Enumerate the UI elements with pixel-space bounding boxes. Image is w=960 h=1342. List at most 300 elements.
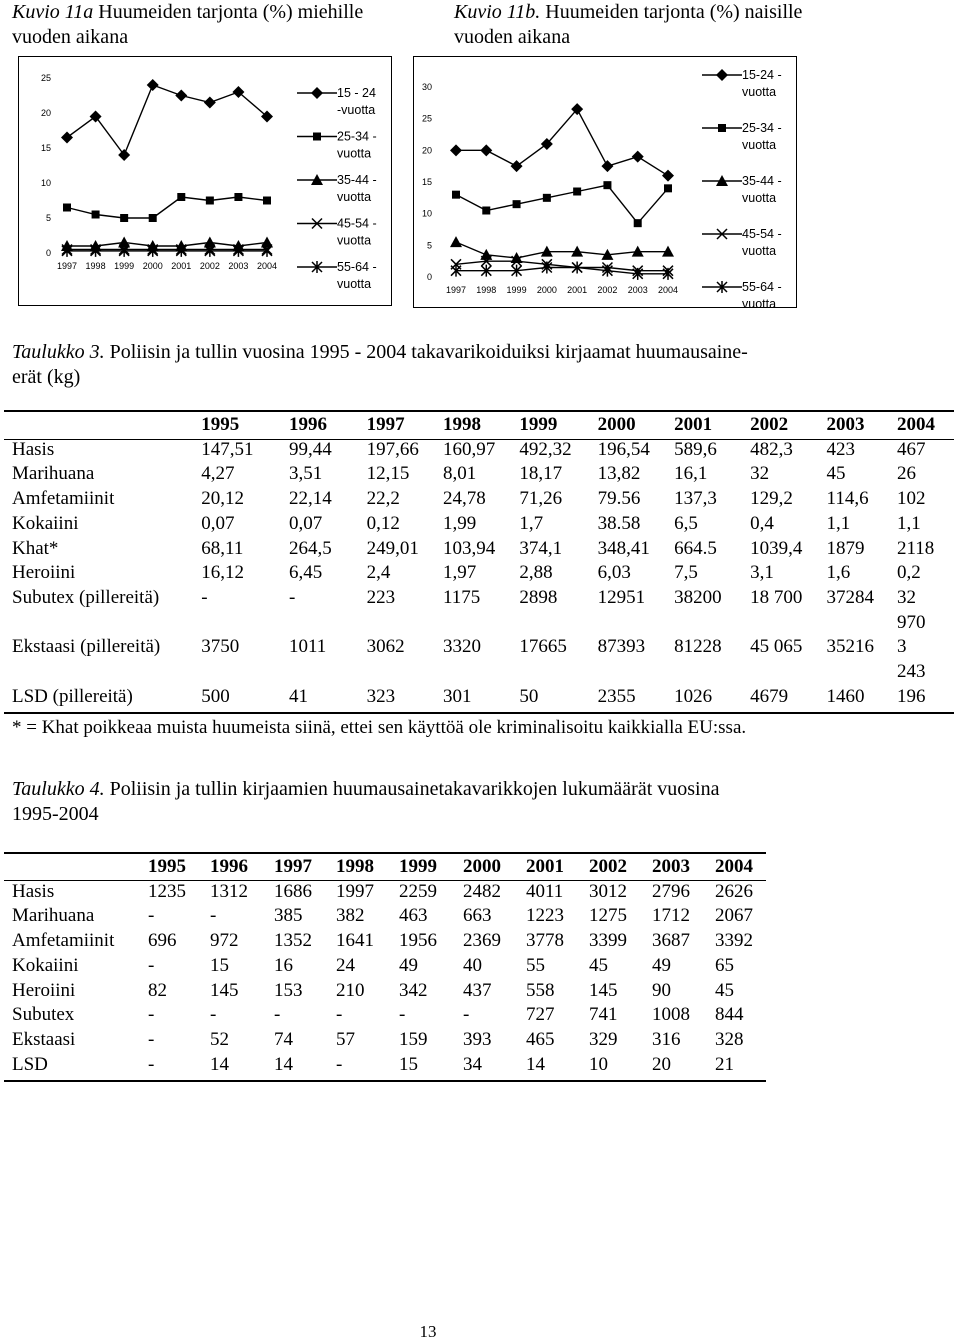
table-3-label: Taulukko 3.: [12, 341, 105, 363]
table-4-cell: 65: [715, 954, 734, 976]
figure-11b-title: Huumeiden tarjonta (%) naisille: [545, 1, 803, 23]
table-3-cell: 323: [366, 685, 396, 707]
chart-11b-y-tick-label: 30: [421, 82, 432, 92]
table-4-cell: 2067: [715, 905, 753, 927]
chart-11b-y-tick-label: 15: [421, 177, 432, 187]
figure-11a-label: Kuvio 11a: [12, 1, 94, 23]
table-3-cell: 2898: [519, 586, 558, 608]
table-3-cell: 664.5: [674, 537, 717, 559]
table-4-cell: 49: [399, 954, 418, 976]
chart-11b-legend-label: [742, 121, 782, 152]
table-3-bottom-rule: [4, 712, 954, 714]
table-3-col-header: 1995: [201, 414, 240, 435]
table-4-cell: 24: [336, 954, 355, 976]
table-3-cell: 1460: [826, 685, 865, 707]
chart-11b-data-point: [452, 191, 460, 199]
table-4-col-header: 1996: [210, 856, 248, 877]
chart-11a-data-point: [175, 90, 187, 102]
table-4-cell: 3778: [526, 930, 564, 952]
table-3-cell: [289, 660, 367, 685]
chart-11b-legend-entry: [702, 174, 782, 205]
table-3-cell: 0,4: [750, 512, 774, 534]
table-4-cell: 57: [336, 1028, 355, 1050]
table-3-row-label: Khat*: [12, 537, 59, 559]
table-3-cell: 103,94: [443, 537, 496, 559]
table-3-cell: 50: [519, 685, 539, 707]
chart-11b-legend-label-line: vuotta: [742, 85, 777, 99]
table-4-cell: 15: [399, 1053, 418, 1075]
table-3-cell: 12,15: [366, 463, 410, 485]
chart-11b-legend-label-line: 25-34 -: [742, 121, 782, 135]
table-4-cell: -: [148, 954, 155, 976]
table-3-cell: 32: [750, 463, 770, 485]
table-4-cell: -: [210, 905, 217, 927]
table-4-col-header: 1998: [336, 856, 374, 877]
chart-11b-data-point: [513, 200, 521, 208]
table-4-cell: 10: [589, 1053, 608, 1075]
table-3-cell: 38200: [674, 586, 722, 608]
table-3-row-label: Subutex (pillereitä): [12, 586, 160, 608]
table-4-cell: 437: [463, 979, 492, 1001]
table-3-cell: 22,2: [366, 488, 400, 510]
table-3-cell: 3320: [443, 636, 482, 658]
table-3-row-label: LSD (pillereitä): [12, 685, 133, 707]
table-4-cell: 1312: [210, 880, 248, 902]
chart-11a-data-point: [118, 149, 130, 161]
table-4-row-label: Heroiini: [12, 979, 76, 1001]
table-3-cell: 196: [897, 685, 926, 707]
chart-11a-data-point: [147, 79, 159, 91]
table-3-cell: 41: [288, 685, 308, 707]
table-4-cell: -: [148, 905, 155, 927]
table-4-cell: 2626: [715, 880, 753, 902]
table-4-row: [12, 1053, 764, 1078]
chart-11b: [414, 57, 796, 307]
table-4-cell: 1223: [526, 905, 564, 927]
chart-11a-legend-entry: [297, 217, 377, 248]
chart-11b-data-point: [573, 188, 581, 196]
table-3-cell: 301: [443, 685, 472, 707]
table-3-cell: 45: [826, 463, 846, 485]
table-3-cell: 8,01: [443, 463, 477, 485]
table-4-cell: 45: [589, 954, 608, 976]
table-3-col-header: 1999: [519, 414, 558, 435]
table-4-cell: -: [336, 1053, 343, 1075]
chart-11b-series: [452, 181, 672, 227]
table-4-cell: 972: [210, 930, 239, 952]
table-4-cell: -: [336, 1004, 343, 1026]
table-3-col-header: 1996: [288, 414, 327, 435]
table-3-cell: 0,2: [897, 562, 921, 584]
table-4-cell: 342: [399, 979, 428, 1001]
table-3-footnote: * = Khat poikkeaa muista huumeista siinä, ettei sen käyttöä ole kriminalisoitu kaikkialla EU:ssa.: [12, 717, 747, 738]
table-3-cell: 18 700: [750, 586, 803, 608]
figure-11b-caption: [454, 0, 954, 50]
table-3-cell: 1,7: [519, 512, 544, 534]
chart-11a-legend-label: [337, 130, 377, 161]
table-3-cell: -: [201, 586, 208, 608]
table-4-cell: -: [210, 1004, 217, 1026]
chart-11b-series-line: [456, 185, 668, 223]
table-4-cell: 2482: [463, 880, 501, 902]
table-4-row: [12, 880, 764, 905]
table-4-cell: 49: [652, 954, 671, 976]
table-4-cell: 34: [463, 1053, 482, 1075]
table-4-caption: [12, 777, 878, 827]
chart-11a-legend-marker: [313, 133, 321, 141]
table-3-row: [12, 512, 952, 537]
table-4-col-header: 2001: [526, 856, 564, 877]
table-3-cell: 1175: [443, 586, 481, 608]
table-3-row-label: Marihuana: [12, 463, 95, 485]
table-3-cell: 467: [897, 438, 926, 460]
table-3-cell: 24,78: [443, 488, 486, 510]
table-4-title-line2: 1995-2004: [12, 803, 99, 825]
chart-11b-x-tick-label: 2001: [567, 285, 588, 295]
table-3-cell: 1,99: [443, 512, 477, 534]
chart-11a-legend-label-line: 35-44 -: [337, 173, 377, 187]
table-4-bottom-rule: [4, 1080, 766, 1082]
chart-11a-legend-entry: [297, 260, 377, 291]
table-3-cell: 38.58: [597, 512, 641, 534]
chart-11b-y-tick-label: 0: [426, 272, 432, 282]
table-3-cell: 79.56: [597, 488, 641, 510]
table-4-col-header: 1997: [274, 856, 312, 877]
table-3-cell: [674, 660, 750, 685]
table-4-cell: 2369: [463, 930, 501, 952]
chart-11b-x-tick-label: 1999: [506, 285, 527, 295]
table-3-cell: 20,12: [201, 488, 245, 510]
table-4-cell: 328: [715, 1028, 744, 1050]
chart-11b-data-point: [480, 249, 492, 260]
table-4-cell: 1275: [589, 905, 627, 927]
table-3-cell: 71,26: [519, 488, 563, 510]
chart-11a-data-point: [234, 193, 242, 201]
table-3-cell: [750, 660, 826, 685]
chart-11a: [19, 57, 391, 305]
chart-11a-data-point: [92, 211, 100, 219]
table-4-col-header: 1999: [399, 856, 437, 877]
table-3-cell: 99,44: [288, 438, 332, 460]
figure-11a-title: Huumeiden tarjonta (%) miehille: [98, 1, 364, 23]
chart-11a-legend-label-line: 45-54 -: [337, 216, 377, 231]
table-3-col-header: 1997: [366, 414, 405, 435]
chart-11a-legend-label: [337, 86, 376, 117]
chart-11a-y-tick-label: 5: [45, 213, 51, 223]
table-3-cell: 3,1: [750, 562, 774, 584]
chart-11b-data-point: [482, 207, 490, 215]
table-4-row: [12, 904, 764, 929]
table-3-caption: [12, 340, 952, 390]
chart-11a-data-point: [177, 193, 185, 201]
table-4-cell: 385: [274, 905, 303, 927]
table-3-cell: 0,07: [201, 512, 235, 534]
table-3-cell: 16,12: [201, 562, 245, 584]
table-4-row: [12, 1028, 764, 1053]
table-3-cell: 137,3: [674, 488, 717, 510]
table-4-cell: 696: [148, 930, 177, 952]
table-4-row-label: Ekstaasi: [12, 1028, 76, 1050]
table-3-cell: 2355: [597, 685, 636, 707]
chart-11b-legend-label-line: vuotta: [742, 244, 777, 258]
chart-11a-x-tick-label: 1997: [56, 261, 78, 271]
chart-11b-x-tick-label: 1997: [445, 285, 467, 295]
chart-11b-y-tick-label: 5: [426, 240, 432, 251]
table-3-row-label: [12, 660, 201, 685]
table-4-cell: 844: [715, 1004, 744, 1026]
chart-11b-legend-entry: [702, 121, 782, 152]
table-3-cell: 102: [897, 488, 926, 510]
table-3-cell: 2,4: [366, 562, 391, 584]
chart-11a-legend-label-line: vuotta: [337, 190, 372, 204]
chart-11a-y-tick-label: 15: [40, 143, 51, 153]
table-3-cell: 3062: [366, 636, 405, 658]
chart-11b-data-point: [662, 170, 674, 182]
table-4-cell: 14: [210, 1053, 229, 1075]
chart-11b-x-tick-label: 1998: [476, 285, 497, 295]
table-4: [12, 855, 764, 1077]
chart-11b-x-tick-label: 2000: [536, 285, 557, 295]
table-4-row-label: Hasis: [12, 880, 55, 902]
table-4-row-label: Subutex: [12, 1004, 75, 1026]
chart-11b-data-point: [450, 236, 462, 247]
table-4-cell: 2796: [652, 880, 690, 902]
chart-11b-y-tick-label: 20: [421, 145, 432, 156]
table-3-col-header: 1998: [443, 414, 482, 435]
table-3-row: [12, 487, 952, 512]
chart-11a-x-tick-label: 2001: [171, 261, 192, 271]
table-4-cell: 15: [210, 954, 229, 976]
table-3-cell: 197,66: [366, 438, 419, 460]
table-4-cell: 82: [148, 979, 167, 1001]
table-3-cell: 589,6: [674, 438, 717, 460]
table-3-cell: [519, 611, 597, 636]
table-3-cell: 264,5: [288, 537, 332, 559]
chart-11b-data-point: [450, 144, 462, 156]
table-3-cell: 68,11: [201, 537, 244, 559]
table-3-cell: 1,1: [897, 512, 921, 534]
table-4-col-header: 2002: [589, 856, 627, 877]
page-number: 13: [419, 1322, 437, 1341]
table-4-row-label: Marihuana: [12, 905, 95, 927]
table-4-cell: 153: [274, 979, 303, 1001]
chart-11a-legend-entry: [297, 173, 377, 204]
table-4-cell: 663: [463, 905, 492, 927]
table-4-cell: 74: [274, 1028, 293, 1050]
table-4-cell: -: [148, 1053, 155, 1075]
table-3-cell: 249,01: [366, 537, 419, 559]
table-4-cell: 145: [210, 979, 239, 1001]
table-4-cell: 3392: [715, 930, 753, 952]
chart-11a-legend-label-line: 25-34 -: [337, 129, 377, 144]
table-3-cell: 4679: [750, 685, 789, 707]
chart-11a-legend-entry: [297, 130, 377, 161]
table-3-row: [12, 438, 952, 463]
table-3-cell: 35216: [826, 636, 875, 658]
chart-11b-x-tick-label: 2002: [597, 285, 618, 295]
chart-11b-legend-marker: [718, 124, 726, 132]
table-3-cell: 2118: [897, 537, 935, 559]
table-3-header-row: [12, 413, 952, 438]
table-4-label: Taulukko 4.: [12, 778, 105, 800]
table-3-title-line2: erät (kg): [12, 366, 81, 388]
table-4-cell: 2259: [399, 880, 437, 902]
table-3-cell: 223: [366, 586, 396, 608]
chart-11a-x-tick-label: 1999: [114, 261, 135, 271]
chart-11a-legend-label-line: 15 - 24: [337, 86, 376, 100]
table-3-cell: 1,1: [826, 512, 851, 534]
chart-11b-legend-entry: [702, 68, 782, 99]
table-3-cell: 4,27: [201, 463, 235, 485]
table-4-cell: 1956: [399, 930, 437, 952]
chart-11b-legend-label-line: vuotta: [742, 191, 777, 205]
chart-11b-series: [450, 103, 674, 182]
chart-11b-legend-label: [742, 280, 782, 307]
chart-11a-y-tick-label: 25: [40, 73, 51, 83]
table-4-cell: 145: [589, 979, 618, 1001]
table-3-cell: 243: [897, 661, 926, 683]
table-4-cell: 3399: [589, 930, 627, 952]
table-3-row-label: [12, 611, 201, 636]
table-3-cell: [367, 611, 443, 636]
chart-11b-legend-label-line: vuotta: [742, 138, 777, 152]
table-3-cell: [289, 611, 367, 636]
chart-11b-data-point: [634, 219, 642, 227]
table-4-row: [12, 979, 764, 1004]
chart-11b-x-tick-label: 2003: [627, 285, 648, 295]
table-3-cell: [598, 611, 674, 636]
chart-11a-legend-label-line: vuotta: [337, 146, 372, 161]
table-3-cell: 32: [897, 586, 917, 608]
table-3-cell: 12951: [597, 586, 646, 608]
chart-11a-x-tick-label: 2002: [199, 261, 220, 271]
chart-11b-legend-entry: [702, 280, 782, 307]
table-4-cell: 40: [463, 954, 482, 976]
chart-11b-data-point: [511, 160, 523, 172]
table-3-cell: 1,6: [826, 562, 851, 584]
table-3-cell: 1026: [674, 685, 713, 707]
table-3-cell: [367, 660, 443, 685]
chart-11b-y-tick-label: 25: [421, 113, 432, 124]
table-3-col-header: 2002: [750, 414, 789, 435]
table-4-cell: 329: [589, 1028, 618, 1050]
chart-11b-legend-label: [742, 227, 782, 258]
table-4-cell: -: [148, 1004, 155, 1026]
table-3-cell: 16,1: [674, 463, 708, 485]
chart-11a-y-tick-label: 20: [40, 108, 51, 118]
table-3-row-label: Kokaiini: [12, 512, 79, 534]
table-3-cell: 0,07: [288, 512, 323, 534]
table-3-row: [12, 462, 952, 487]
table-3-row: [12, 611, 952, 636]
table-4-cell: 16: [274, 954, 293, 976]
table-4-cell: 45: [715, 979, 734, 1001]
chart-11b-data-point: [632, 151, 644, 163]
table-3-cell: 423: [826, 438, 856, 460]
chart-11a-data-point: [149, 214, 157, 222]
table-3-cell: 1011: [288, 636, 327, 658]
chart-11b-data-point: [480, 144, 492, 156]
table-3-col-header: 2000: [597, 414, 636, 435]
table-4-cell: 382: [336, 905, 365, 927]
chart-11b-legend-label-line: 45-54 -: [742, 227, 782, 241]
table-3-cell: 45 065: [750, 636, 803, 658]
table-3-row-label: Hasis: [12, 438, 55, 460]
chart-11a-legend-marker: [311, 87, 323, 99]
table-3-cell: 2,88: [519, 562, 553, 584]
table-4-cell: 465: [526, 1028, 555, 1050]
table-4-row-label: Kokaiini: [12, 954, 79, 976]
table-3-cell: 6,03: [597, 562, 631, 584]
table-3-cell: 114,6: [826, 488, 869, 510]
table-3-cell: [201, 660, 289, 685]
chart-11a-y-tick-label: 10: [40, 178, 51, 188]
table-4-cell: -: [463, 1004, 470, 1026]
chart-11b-data-point: [601, 160, 613, 172]
table-3-cell: [674, 611, 750, 636]
table-3-top-rule: [4, 410, 954, 412]
chart-11a-legend-label-line: -vuotta: [337, 103, 376, 117]
table-3-row: [12, 537, 952, 562]
chart-11a-legend-label-line: 55-64 -: [337, 260, 377, 274]
table-3-row: [12, 660, 952, 685]
table-4-cell: 21: [715, 1053, 734, 1075]
table-4-cell: 55: [526, 954, 545, 976]
table-4-cell: 1235: [148, 880, 186, 902]
table-3-cell: 1039,4: [750, 537, 803, 559]
table-3-cell: 6,5: [674, 512, 698, 534]
table-4-title: Poliisin ja tullin kirjaamien huumausainetakavarikkojen lukumäärät vuosina: [109, 778, 720, 800]
table-4-row-label: LSD: [12, 1053, 48, 1075]
chart-11b-data-point: [543, 194, 551, 202]
table-3-cell: 17665: [519, 636, 567, 658]
table-4-cell: 741: [589, 1004, 618, 1026]
chart-11a-x-tick-label: 2000: [142, 261, 163, 271]
chart-11b-legend-label: [742, 174, 782, 205]
table-4-cell: 727: [526, 1004, 555, 1026]
chart-11a-data-point: [120, 214, 128, 222]
table-3-cell: 129,2: [750, 488, 793, 510]
chart-11a-x-tick-label: 2004: [256, 261, 278, 271]
table-4-col-header: 2004: [715, 856, 753, 877]
table-3-cell: 374,1: [519, 537, 563, 559]
table-4-cell: 463: [399, 905, 428, 927]
chart-11b-legend-marker: [716, 69, 728, 81]
table-4-cell: 1641: [336, 930, 374, 952]
table-4-row-label: Amfetamiinit: [12, 930, 115, 952]
table-4-top-rule: [4, 852, 766, 854]
table-3-cell: [201, 611, 289, 636]
table-3-cell: 348,41: [597, 537, 650, 559]
table-3-row: [12, 586, 952, 611]
table-3-cell: 3: [897, 636, 907, 658]
table-3-cell: [827, 660, 897, 685]
table-4-cell: 1686: [274, 880, 312, 902]
chart-11b-x-tick-label: 2004: [657, 285, 679, 295]
table-4-cell: 1008: [652, 1004, 690, 1026]
table-3-cell: 3750: [201, 636, 240, 658]
table-4-cell: 14: [274, 1053, 293, 1075]
chart-11a-data-point: [204, 97, 216, 109]
table-4-row: [12, 954, 764, 979]
table-3-cell: 492,32: [519, 438, 572, 460]
table-3-cell: 18,17: [519, 463, 563, 485]
table-3-col-header: 2001: [674, 414, 713, 435]
chart-11b-y-tick-label: 10: [421, 208, 432, 219]
chart-11b-data-point: [603, 181, 611, 189]
figure-11a-caption: [12, 0, 432, 50]
table-4-cell: 3012: [589, 880, 627, 902]
